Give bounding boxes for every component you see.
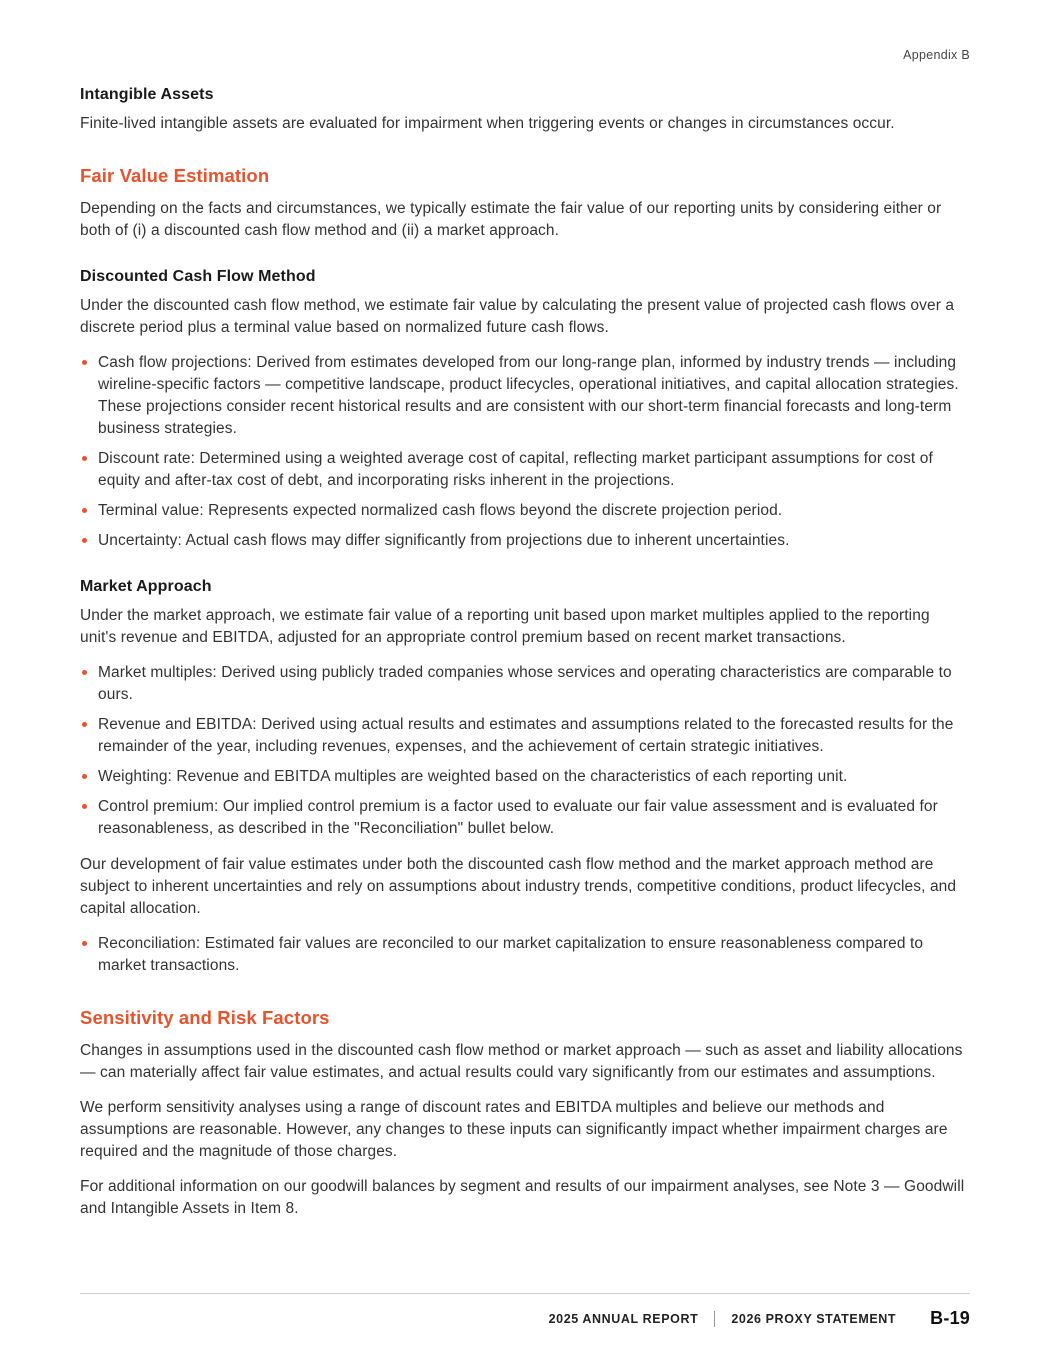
bullet-text: Control premium: Our implied control premium is a factor used to evaluate our fair value assessment and is evaluated for reasonableness, as described in the "Reconciliation" bullet below. xyxy=(98,798,938,837)
bullet-text: Terminal value: Represents expected normalized cash flows beyond the discrete projection period. xyxy=(98,502,783,519)
paragraph: For additional information on our goodwill balances by segment and results of our impairment analyses, see Note 3 — Goodwill and Intangible Assets in Item 8. xyxy=(80,1178,965,1217)
bullet-text: Discount rate: Determined using a weighted average cost of capital, reflecting market participant assumptions for cost of equity and after-tax cost of debt, and incorporating risks inherent in the projections. xyxy=(98,450,933,489)
page-footer xyxy=(80,1293,970,1329)
bullet-dot-icon xyxy=(82,804,87,809)
paragraph: Our development of fair value estimates under both the discounted cash flow method and the market approach method are subject to inherent uncertainties and rely on assumptions about industry trends, competitive conditions, product lifecycles, and capital allocation. xyxy=(80,856,957,917)
section-heading-market-approach: Market Approach xyxy=(80,578,212,595)
list-item xyxy=(80,796,970,840)
list-item xyxy=(80,766,970,788)
list-item xyxy=(80,448,970,492)
bullet-text: Uncertainty: Actual cash flows may differ significantly from projections due to inherent uncertainties. xyxy=(98,532,790,549)
footer-page-number: B-19 xyxy=(930,1308,970,1328)
bullet-text: Market multiples: Derived using publicly traded companies whose services and operating characteristics are comparable to ours. xyxy=(98,664,952,703)
bullet-text: Cash flow projections: Derived from estimates developed from our long-range plan, informed by industry trends — including wireline-specific factors — competitive landscape, product lifecycles, operational initiatives, and capital allocation strategies. These projections consider recent historical results and are consistent with our short-term financial forecasts and long-term business strategies. xyxy=(98,354,959,437)
list-item xyxy=(80,500,970,522)
bullet-dot-icon xyxy=(82,456,87,461)
bullet-dot-icon xyxy=(82,722,87,727)
paragraph: We perform sensitivity analyses using a range of discount rates and EBITDA multiples and believe our methods and assumptions are reasonable. However, any changes to these inputs can significantly impact whether impairment charges are required and the magnitude of those charges. xyxy=(80,1099,948,1160)
section-heading-sensitivity-risk-factors: Sensitivity and Risk Factors xyxy=(80,1007,330,1028)
footer-separator xyxy=(714,1311,715,1327)
paragraph: Changes in assumptions used in the discounted cash flow method or market approach — such as asset and liability allocations — can materially affect fair value estimates, and actual results could vary significantly from our estimates and assumptions. xyxy=(80,1042,963,1081)
bullet-text: Weighting: Revenue and EBITDA multiples are weighted based on the characteristics of each reporting unit. xyxy=(98,768,848,785)
bullet-dot-icon xyxy=(82,774,87,779)
section-heading-discounted-cash-flow: Discounted Cash Flow Method xyxy=(80,268,316,285)
footer-divider xyxy=(80,1293,970,1294)
bullet-dot-icon xyxy=(82,360,87,365)
bullet-text: Reconciliation: Estimated fair values are reconciled to our market capitalization to ensure reasonableness compared to market transactions. xyxy=(98,935,924,974)
list-item xyxy=(80,530,970,552)
list-item xyxy=(80,933,970,977)
paragraph: Under the discounted cash flow method, we estimate fair value by calculating the present value of projected cash flows over a discrete period plus a terminal value based on normalized future cash flows. xyxy=(80,297,955,336)
dcf-bullet-list xyxy=(80,352,970,552)
bullet-dot-icon xyxy=(82,538,87,543)
section-heading-fair-value-estimation: Fair Value Estimation xyxy=(80,165,270,186)
paragraph: Under the market approach, we estimate fair value of a reporting unit based upon market multiples applied to the reporting unit's revenue and EBITDA, adjusted for an appropriate control premium based on recent market transactions. xyxy=(80,607,930,646)
footer-annual-report-label: 2025 ANNUAL REPORT xyxy=(548,1311,699,1326)
reconciliation-bullet-list xyxy=(80,933,970,977)
bullet-dot-icon xyxy=(82,941,87,946)
bullet-text: Revenue and EBITDA: Derived using actual results and estimates and assumptions related to the forecasted results for the remainder of the year, including revenues, expenses, and the achievement of certain strategic initiatives. xyxy=(98,716,954,755)
paragraph: Depending on the facts and circumstances, we typically estimate the fair value of our reporting units by considering either or both of (i) a discounted cash flow method and (ii) a market approach. xyxy=(80,200,942,239)
appendix-label: Appendix B xyxy=(903,48,970,62)
market-approach-bullet-list xyxy=(80,662,970,840)
bullet-dot-icon xyxy=(82,670,87,675)
list-item xyxy=(80,662,970,706)
list-item xyxy=(80,352,970,440)
paragraph: Finite-lived intangible assets are evaluated for impairment when triggering events or changes in circumstances occur. xyxy=(80,115,895,132)
page-content xyxy=(80,86,970,1233)
bullet-dot-icon xyxy=(82,508,87,513)
section-heading-intangible-assets: Intangible Assets xyxy=(80,86,214,103)
footer-proxy-statement-label: 2026 PROXY STATEMENT xyxy=(731,1311,897,1326)
list-item xyxy=(80,714,970,758)
footer-row xyxy=(80,1308,970,1329)
